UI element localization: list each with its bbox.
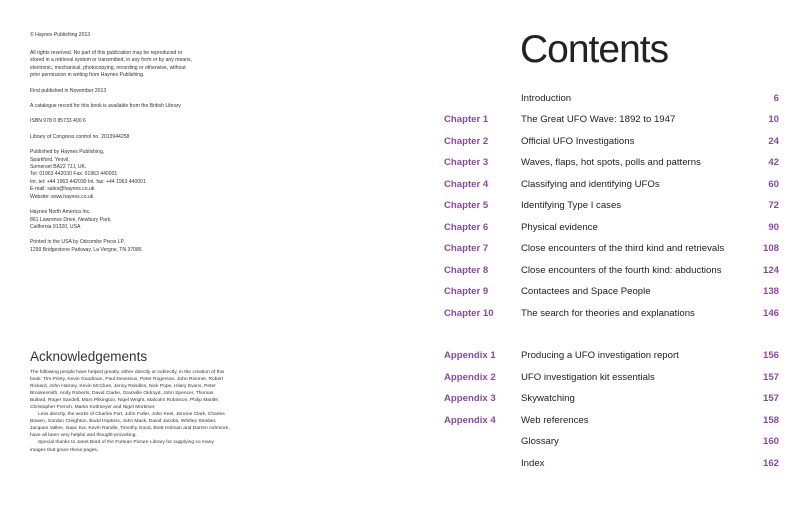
toc-entry[interactable] — [0, 200, 800, 214]
toc-entry[interactable] — [0, 133, 800, 150]
toc-entry-page: 157 — [762, 393, 779, 404]
toc-entry[interactable] — [0, 157, 800, 171]
toc-entry-title: UFO investigation kit essentials — [521, 372, 655, 383]
copyright-notice: © Haynes Publishing 2013 — [30, 32, 91, 38]
toc-entry-page: 157 — [762, 372, 779, 383]
first-published: First published in November 2013 — [30, 87, 107, 94]
toc-entry[interactable] — [0, 393, 800, 407]
toc-entry-page: 156 — [762, 350, 779, 361]
toc-entry-label: Chapter 9 — [444, 286, 489, 297]
ack-paragraph: Less directly, the works of Charles Fort, John Fuller, John Keel, Jerome Clark, Charles Bowen, Gordon Creighton, Budd Hopkins, John Mack, David Jacobs, Whitley Strieber, Jacques Vallee, Isaac Koi, Kevin Randle, Timothy Good, Brett Holman and Darren Ashmore, have all been very helpful and thought-provoking. — [30, 412, 230, 439]
loc-control: Library of Congress control no. 2013944258 — [30, 133, 130, 140]
toc-entry-page: 6 — [773, 93, 779, 104]
rights-notice: All rights reserved. No part of this publication may be reproduced or stored in a retrieval system or transmitted, in any form or by any means, electronic, mechanical, photocopying, recording or otherwise, without prior permission in writing from Haynes Publishing. — [30, 50, 192, 79]
toc-entry-page: 158 — [762, 415, 779, 426]
isbn: ISBN 978 0 85733 400 6 — [30, 118, 86, 125]
toc-entry-page: 146 — [762, 308, 779, 319]
toc-entry-page: 72 — [768, 200, 779, 211]
na-address: Haynes North America Inc. 861 Lawrence Drive, Newbury Park, California 91320, USA — [30, 209, 112, 230]
toc-entry[interactable] — [0, 265, 800, 279]
toc-entry-title: The search for theories and explanations — [521, 308, 695, 319]
toc-entry-page: 60 — [768, 179, 779, 190]
toc-entry[interactable] — [0, 415, 800, 429]
toc-entry[interactable] — [0, 458, 800, 472]
toc-entry[interactable] — [0, 222, 800, 236]
contents-title: Contents — [520, 28, 669, 71]
toc-entry-label: Chapter 4 — [444, 179, 489, 190]
toc-entry-page: 160 — [762, 436, 779, 447]
toc-entry-title: Waves, flaps, hot spots, polls and patterns — [521, 157, 701, 168]
toc-entry-title: Contactees and Space People — [521, 286, 651, 297]
toc-entry-label: Chapter 10 — [444, 308, 494, 319]
toc-entry[interactable] — [0, 93, 800, 107]
toc-entry[interactable] — [0, 243, 800, 257]
publisher-address: Published by Haynes Publishing, Sparkford, Yeovil, Somerset BA22 7JJ, UK. Tel: 01963 442030 Fax: 01963 440001 Int. tel: +44 1963 442030 Int. fax: +44 1963 440001 E-mail: sales@haynes.co.uk Website: www.haynes.co.uk — [30, 149, 146, 200]
toc-entry-page: 42 — [768, 157, 779, 168]
toc-entry-label: Chapter 1 — [444, 114, 489, 125]
toc-entry-title: Glossary — [521, 436, 559, 447]
toc-entry-title: Classifying and identifying UFOs — [521, 179, 660, 190]
toc-entry[interactable] — [0, 436, 800, 450]
toc-entry[interactable] — [0, 179, 800, 193]
toc-entry-page: 108 — [762, 243, 779, 254]
toc-entry-label: Chapter 3 — [444, 157, 489, 168]
toc-entry-label: Appendix 2 — [444, 372, 496, 383]
toc-entry-label: Appendix 3 — [444, 393, 496, 404]
toc-entry-title: Official UFO Investigations — [521, 136, 635, 147]
toc-entry-title: The Great UFO Wave: 1892 to 1947 — [521, 114, 676, 125]
toc-entry-title: Web references — [521, 415, 589, 426]
toc-entry-page: 124 — [762, 265, 779, 276]
toc-entry-title: Introduction — [521, 93, 572, 104]
toc-entry-label: Chapter 2 — [444, 136, 489, 147]
toc-entry-page: 10 — [768, 114, 779, 125]
toc-entry[interactable] — [0, 372, 800, 386]
toc-entry-title: Producing a UFO investigation report — [521, 350, 679, 361]
catalogue-record: A catalogue record for this book is available from the British Library — [30, 103, 181, 110]
toc-entry-title: Physical evidence — [521, 222, 598, 233]
toc-entry[interactable] — [0, 114, 800, 128]
toc-entry-page: 138 — [762, 286, 779, 297]
toc-entry-title: Close encounters of the fourth kind: abductions — [521, 265, 722, 276]
acknowledgements-title: Acknowledgements — [30, 349, 148, 364]
toc-entry[interactable] — [0, 308, 800, 322]
toc-entry-title: Close encounters of the third kind and retrievals — [521, 243, 725, 254]
toc-entry[interactable] — [0, 286, 800, 300]
ack-paragraph: Special thanks to Janet Bord of the Fortean Picture Library for supplying so many images that grace these pages. — [30, 440, 214, 453]
toc-entry-title: Identifying Type I cases — [521, 200, 622, 211]
toc-entry-page: 162 — [762, 458, 779, 469]
toc-entry-title: Index — [521, 458, 545, 469]
toc-entry-label: Chapter 7 — [444, 243, 489, 254]
printed-by: Printed in the USA by Odcombe Press LP, 1299 Bridgestone Parkway, La Vergne, TN 37086 — [30, 239, 142, 253]
toc-entry-title: Skywatching — [521, 393, 575, 404]
toc-entry-label: Chapter 5 — [444, 200, 489, 211]
ack-paragraph: The following people have helped greatly, either directly or indirectly, in the creation of this book: Tim Printy, Kevin Goodman, Paul Devereux, Peter Rogerson, John Rimmer, Robert Rickard, John Harney, Kevin McClure, Jenny Randles, Nick Pope, Hilary Evans, Peter Brookesmith, Andy Roberts, David Clarke, Granville Oldroyd, John Spencer, Thomas Bullard, Roger Sandell, Mars Pilkington, Nigel Wright, Malcolm Robinson, Philip Mantle, Christopher French, Martin Kottmeyer and Nigel Mortimer. — [30, 370, 225, 411]
toc-entry-label: Chapter 8 — [444, 265, 489, 276]
toc-entry[interactable] — [0, 350, 800, 364]
toc-entry-label: Appendix 1 — [444, 350, 496, 361]
toc-entry-label: Appendix 4 — [444, 415, 496, 426]
toc-entry-page: 90 — [768, 222, 779, 233]
toc-entry-label: Chapter 6 — [444, 222, 489, 233]
toc-entry-page: 24 — [768, 136, 779, 147]
